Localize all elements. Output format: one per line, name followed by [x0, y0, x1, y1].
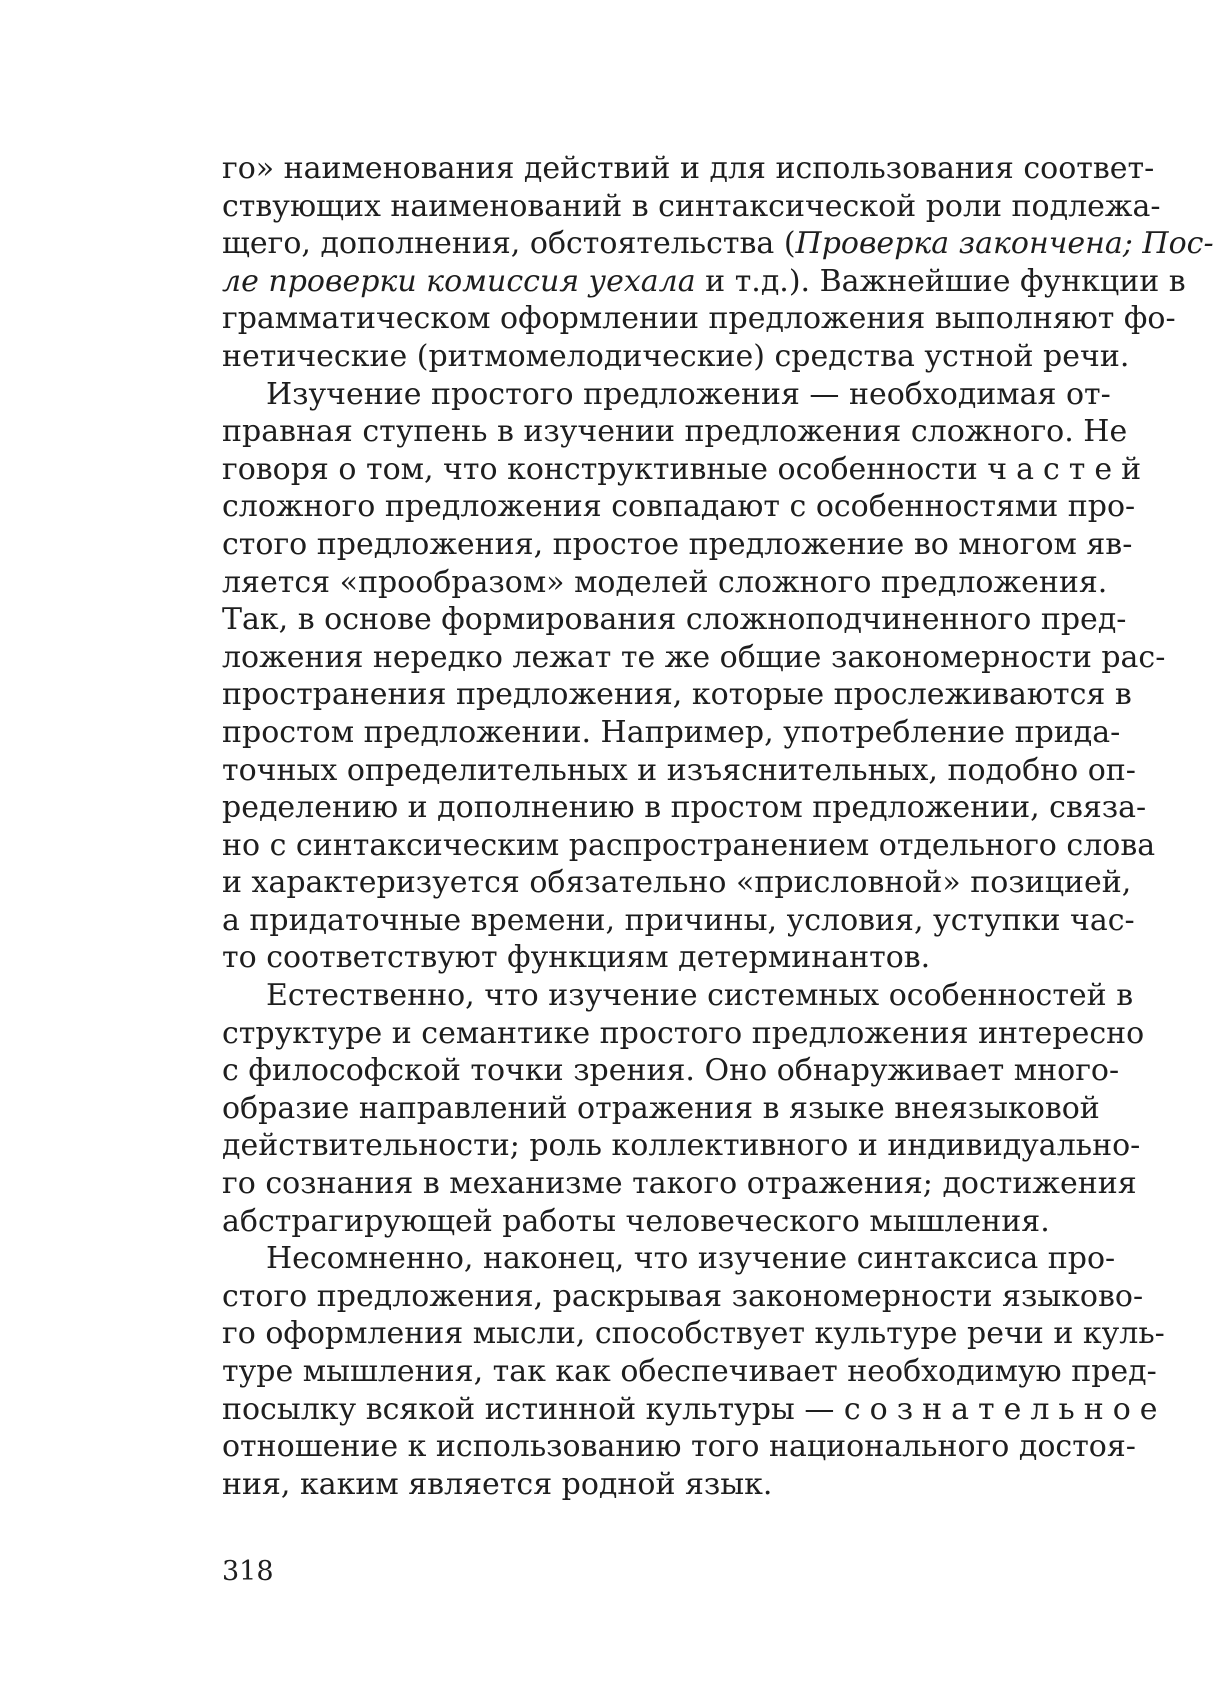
text-line	[222, 526, 1133, 564]
text-line	[222, 1127, 1141, 1165]
text-run: ложения нередко лежат те же общие закономерности рас-	[222, 639, 1166, 675]
page-number: 318	[222, 1556, 274, 1587]
paragraph	[222, 376, 1166, 978]
text-run: сложного предложения совпадают с особенностями про-	[222, 489, 1136, 525]
text-line	[222, 1466, 1032, 1504]
text-line	[222, 1165, 1137, 1203]
text-italic: ле проверки комиссия уехала	[222, 263, 696, 299]
text-run: образие направлений отражения в языке внеязыковой	[222, 1090, 1100, 1126]
text-run: говоря о том, что конструктивные особенности	[222, 451, 988, 487]
text-run: го сознания в механизме такого отражения; достижения	[222, 1166, 1137, 1202]
text-run: абстрагирующей работы человеческого мышления.	[222, 1203, 1050, 1239]
text-line	[222, 1278, 1144, 1316]
text-line	[222, 1353, 1157, 1391]
text-run: го» наименования действий и для использования соответ-	[222, 151, 1155, 186]
text-run: точных определительных и изъяснительных, подобно оп-	[222, 752, 1136, 788]
text-line	[222, 1428, 1136, 1466]
text-line	[222, 1052, 1120, 1090]
text-line	[222, 639, 1166, 677]
text-run: Изучение простого предложения — необходимая от-	[266, 376, 1111, 412]
text-line	[222, 263, 1186, 301]
text-run: правная ступень в изучении предложения сложного. Не	[222, 414, 1128, 450]
text-run: отношение к использованию того национального достоя-	[222, 1429, 1136, 1465]
text-italic: Проверка закончена; Пос-	[795, 226, 1214, 262]
text-run: грамматическом оформлении предложения выполняют фо-	[222, 301, 1176, 337]
text-run: действительности; роль коллективного и индивидуально-	[222, 1128, 1141, 1164]
text-line	[222, 789, 1147, 827]
text-line	[222, 977, 1134, 1015]
text-run: и характеризуется обязательно «присловной» позицией,	[222, 865, 1132, 901]
text-run: то соответствуют функциям детерминантов.	[222, 940, 931, 976]
text-line	[222, 338, 1130, 376]
text-line	[222, 1240, 1116, 1278]
body-text	[222, 150, 1214, 1503]
text-run: ствующих наименований в синтаксической роли подлежа-	[222, 188, 1161, 224]
text-run: ляется «прообразом» моделей сложного предложения.	[222, 564, 1108, 600]
text-run: нетические (ритмомелодические) средства устной речи.	[222, 338, 1130, 374]
text-run: стого предложения, простое предложение во многом яв-	[222, 526, 1133, 562]
text-run: го оформления мысли, способствует культуре речи и куль-	[222, 1316, 1165, 1352]
text-line	[222, 188, 1161, 226]
paragraph	[222, 1240, 1167, 1503]
text-run: но с синтаксическим распространением отдельного слова	[222, 827, 1156, 863]
text-line	[222, 225, 1214, 263]
text-run: и т.д.). Важнейшие функции в	[695, 263, 1186, 299]
text-run: а придаточные времени, причины, условия, уступки час-	[222, 902, 1135, 938]
text-line	[222, 1315, 1165, 1353]
text-line	[222, 752, 1136, 790]
text-line	[222, 939, 1032, 977]
text-run: посылку всякой истинной культуры —	[222, 1391, 844, 1427]
text-line	[222, 1203, 1050, 1241]
text-line	[222, 714, 1121, 752]
text-line	[222, 827, 1156, 865]
text-line	[222, 488, 1136, 526]
text-line	[222, 676, 1132, 714]
paragraph	[222, 977, 1145, 1240]
text-run: Несомненно, наконец, что изучение синтаксиса про-	[266, 1241, 1116, 1277]
text-run: щего, дополнения, обстоятельства (	[222, 226, 796, 262]
text-run: пространения предложения, которые прослеживаются в	[222, 677, 1132, 713]
text-run: Естественно, что изучение системных особенностей в	[266, 978, 1134, 1014]
text-line	[222, 601, 1127, 639]
text-run: стого предложения, раскрывая закономерности языково-	[222, 1278, 1144, 1314]
text-line	[222, 1015, 1145, 1053]
text-line	[222, 902, 1135, 940]
text-run: Так, в основе формирования сложноподчиненного пред-	[222, 602, 1127, 638]
text-line	[222, 1391, 1167, 1429]
text-run: простом предложении. Например, употребление прида-	[222, 714, 1121, 750]
text-line	[222, 413, 1128, 451]
text-line	[222, 300, 1176, 338]
text-line	[222, 864, 1132, 902]
text-spaced: сознательное	[843, 1391, 1167, 1427]
text-line	[222, 451, 1151, 489]
text-run: туре мышления, так как обеспечивает необходимую пред-	[222, 1354, 1157, 1389]
text-run: ределению и дополнению в простом предложении, связа-	[222, 790, 1147, 826]
text-line	[222, 150, 1155, 188]
text-run: с философской точки зрения. Оно обнаруживает много-	[222, 1053, 1120, 1089]
text-line	[222, 376, 1111, 414]
text-line	[222, 1090, 1100, 1128]
paragraph	[222, 150, 1214, 376]
text-run: ния, каким является родной язык.	[222, 1466, 773, 1502]
text-spaced: частей	[987, 451, 1151, 487]
text-run: структуре и семантике простого предложения интересно	[222, 1015, 1145, 1051]
text-line	[222, 564, 1108, 602]
